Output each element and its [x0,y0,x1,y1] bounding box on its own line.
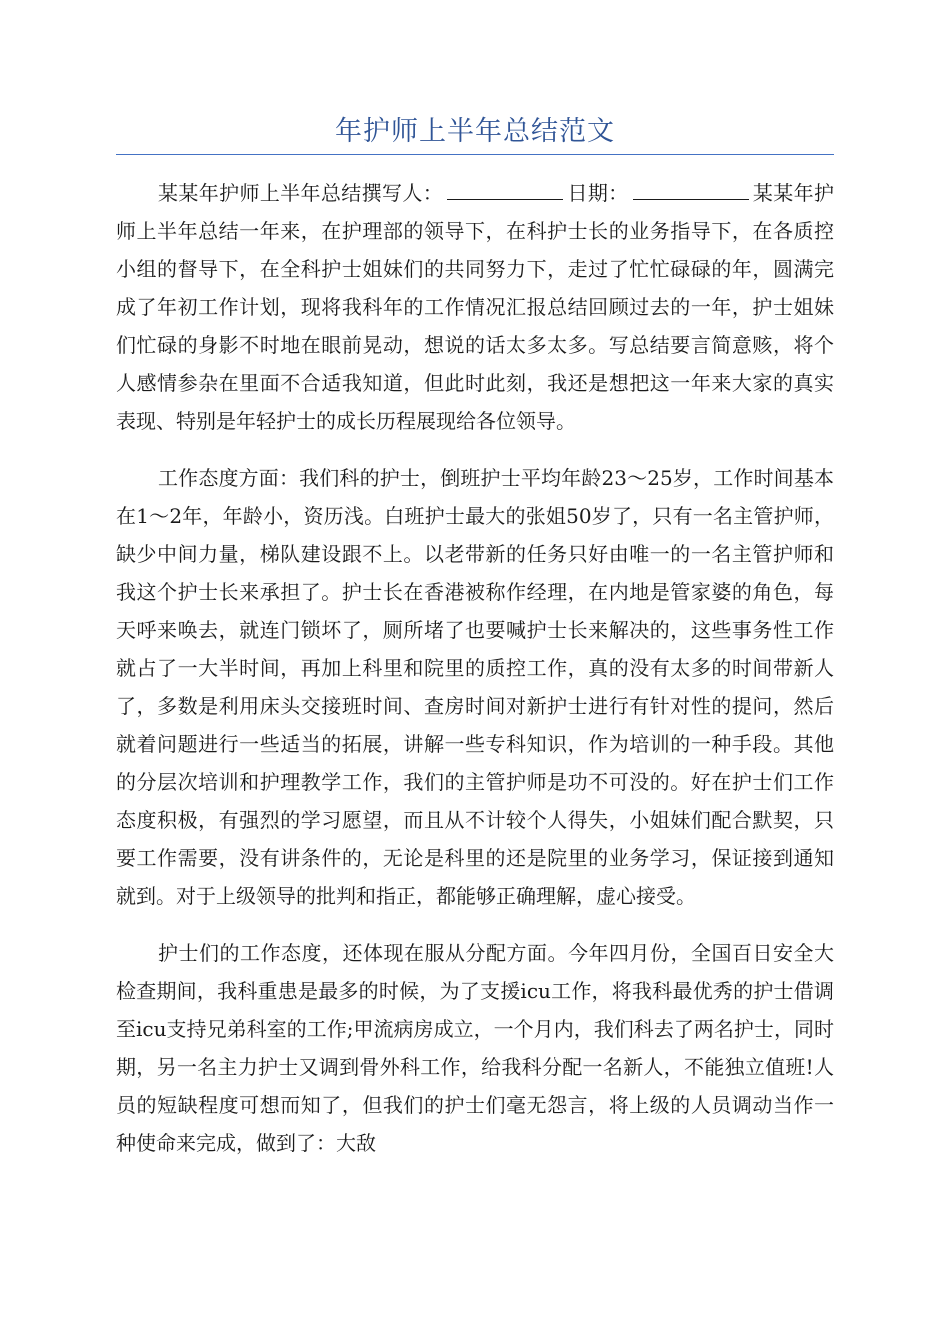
intro-text: 某某年护师上半年总结一年来，在护理部的领导下，在科护士长的业务指导下，在各质控小组的督导下，在全科护士姐妹们的共同努力下，走过了忙忙碌碌的年，圆满完成了年初工作计划，现将我科年的工作情况汇报总结回顾过去的一年，护士姐妹们忙碌的身影不时地在眼前晃动，想说的话太多太多。写总结要言简意赅，将个人感情参杂在里面不合适我知道，但此时此刻，我还是想把这一年来大家的真实表现、特别是年轻护士的成长历程展现给各位领导。 [116,181,835,433]
document-title: 年护师上半年总结范文 [335,116,615,147]
date-blank [633,177,749,200]
title-underline [116,154,834,155]
writer-label: 某某年护师上半年总结撰写人： [158,181,444,205]
intro-paragraph [116,174,834,440]
writer-blank [447,177,563,200]
paragraph-assignment: 护士们的工作态度，还体现在服从分配方面。今年四月份，全国百日安全大检查期间，我科重患是最多的时候，为了支援icu工作，将我科最优秀的护士借调至icu支持兄弟科室的工作;甲流病房成立，一个月内，我们科去了两名护士，同时期，另一名主力护士又调到骨外科工作，给我科分配一名新人，不能独立值班!人员的短缺程度可想而知了，但我们的护士们毫无怨言，将上级的人员调动当作一种使命来完成，做到了：大敌 [116,941,834,1155]
paragraph-work-attitude: 工作态度方面：我们科的护士，倒班护士平均年龄23～25岁，工作时间基本在1～2年，年龄小，资历浅。白班护士最大的张姐50岁了，只有一名主管护师，缺少中间力量，梯队建设跟不上。以老带新的任务只好由唯一的一名主管护师和我这个护士长来承担了。护士长在香港被称作经理，在内地是管家婆的角色，每天呼来唤去，就连门锁坏了，厕所堵了也要喊护士长来解决的，这些事务性工作就占了一大半时间，再加上科里和院里的质控工作，真的没有太多的时间带新人了，多数是利用床头交接班时间、查房时间对新护士进行有针对性的提问，然后就着问题进行一些适当的拓展，讲解一些专科知识，作为培训的一种手段。其他的分层次培训和护理教学工作，我们的主管护师是功不可没的。好在护士们工作态度积极，有强烈的学习愿望，而且从不计较个人得失，小姐妹们配合默契，只要工作需要，没有讲条件的，无论是科里的还是院里的业务学习，保证接到通知就到。对于上级领导的批判和指正，都能够正确理解，虚心接受。 [116,466,834,908]
date-label: 日期： [567,181,629,205]
document-body [116,174,834,1181]
